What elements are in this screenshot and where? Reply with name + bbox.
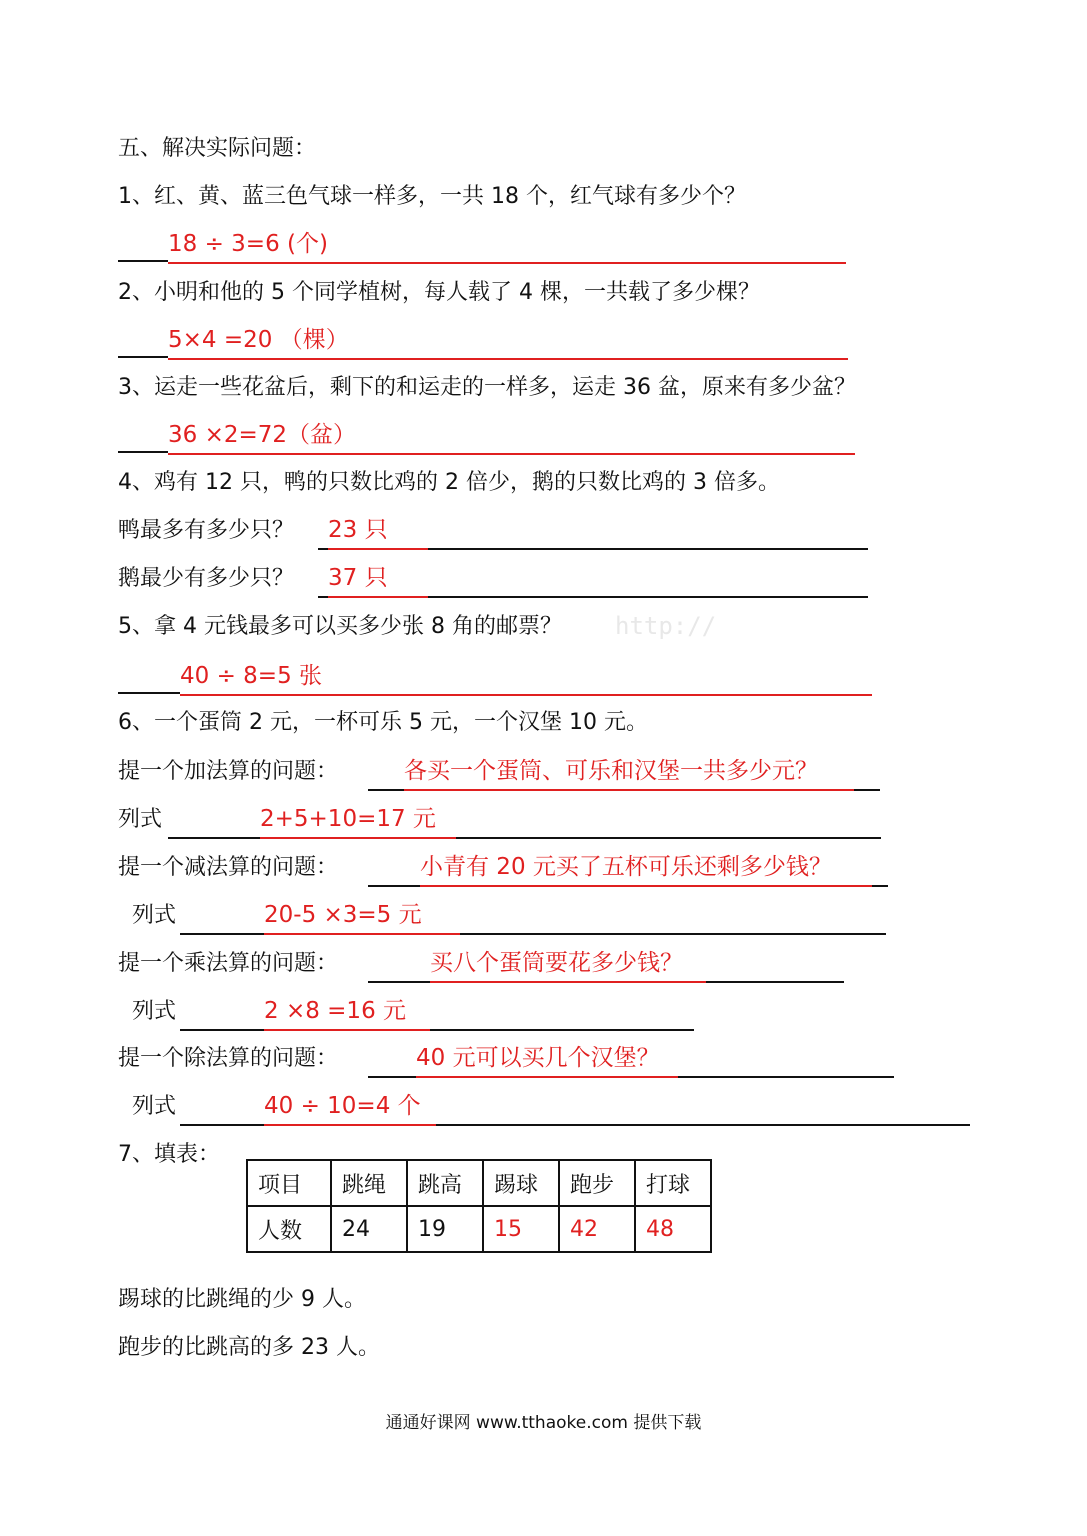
table-header-cell: 打球 bbox=[635, 1160, 711, 1206]
div-formula-line bbox=[180, 1090, 970, 1126]
blank-prefix bbox=[118, 356, 168, 358]
answer-2: 5×4 =20 （棵） bbox=[168, 324, 848, 360]
section-title: 五、解决实际问题： bbox=[118, 136, 317, 161]
mul-formula-line bbox=[180, 995, 694, 1031]
duck-answer-line bbox=[318, 514, 868, 550]
table-row bbox=[247, 1160, 711, 1206]
duck-answer: 23 只 bbox=[328, 514, 428, 550]
table-header-cell: 项目 bbox=[247, 1160, 331, 1206]
add-formula-line bbox=[168, 803, 881, 839]
answer-5: 40 ÷ 8=5 张 bbox=[180, 660, 872, 696]
goose-answer: 37 只 bbox=[328, 562, 428, 598]
add-formula: 2+5+10=17 元 bbox=[260, 803, 456, 839]
blank-prefix bbox=[118, 260, 168, 262]
table-note-1: 踢球的比跳绳的少 9 人。 bbox=[118, 1287, 366, 1312]
mul-formula-label: 列式 bbox=[132, 999, 177, 1024]
table-cell: 人数 bbox=[247, 1206, 331, 1252]
table-header-cell: 跳高 bbox=[407, 1160, 483, 1206]
mul-question-label: 提一个乘法算的问题： bbox=[118, 951, 339, 976]
add-question-line bbox=[368, 755, 880, 791]
goose-answer-line bbox=[318, 562, 868, 598]
footer-credit: 通通好课网 www.tthaoke.com 提供下载 bbox=[385, 1413, 702, 1433]
sub-formula-line bbox=[180, 899, 886, 935]
question-3: 3、运走一些花盆后，剩下的和运走的一样多，运走 36 盆，原来有多少盆？ bbox=[118, 375, 856, 400]
question-5: 5、拿 4 元钱最多可以买多少张 8 角的邮票？ bbox=[118, 614, 562, 639]
question-4: 4、鸡有 12 只，鸭的只数比鸡的 2 倍少，鹅的只数比鸡的 3 倍多。 bbox=[118, 470, 780, 495]
div-formula: 40 ÷ 10=4 个 bbox=[264, 1090, 436, 1126]
table-answer-cell: 15 bbox=[483, 1206, 559, 1252]
question-2: 2、小明和他的 5 个同学植树，每人载了 4 棵，一共载了多少棵？ bbox=[118, 280, 760, 305]
table-header-cell: 踢球 bbox=[483, 1160, 559, 1206]
table-header-cell: 跳绳 bbox=[331, 1160, 407, 1206]
div-question-label: 提一个除法算的问题： bbox=[118, 1046, 339, 1071]
fill-table bbox=[246, 1159, 712, 1253]
table-cell: 24 bbox=[331, 1206, 407, 1252]
question-6: 6、一个蛋筒 2 元，一杯可乐 5 元，一个汉堡 10 元。 bbox=[118, 710, 648, 735]
answer-line-2 bbox=[118, 324, 848, 358]
table-row bbox=[247, 1206, 711, 1252]
sub-formula-label: 列式 bbox=[132, 903, 177, 928]
add-question-label: 提一个加法算的问题： bbox=[118, 759, 339, 784]
div-question: 40 元可以买几个汉堡？ bbox=[416, 1042, 678, 1078]
sub-question-label: 提一个减法算的问题： bbox=[118, 855, 339, 880]
sub-question: 小青有 20 元买了五杯可乐还剩多少钱？ bbox=[420, 851, 872, 887]
answer-line-3 bbox=[118, 419, 855, 453]
div-formula-label: 列式 bbox=[132, 1094, 177, 1119]
answer-1: 18 ÷ 3=6 (个) bbox=[168, 228, 846, 264]
add-question: 各买一个蛋筒、可乐和汉堡一共多少元？ bbox=[404, 755, 854, 791]
add-formula-label: 列式 bbox=[118, 807, 163, 832]
duck-label: 鸭最多有多少只？ bbox=[118, 518, 295, 543]
div-question-line bbox=[368, 1042, 894, 1078]
mul-question-line bbox=[368, 947, 844, 983]
table-cell: 19 bbox=[407, 1206, 483, 1252]
answer-line-5 bbox=[118, 660, 872, 694]
question-1: 1、红、黄、蓝三色气球一样多，一共 18 个，红气球有多少个？ bbox=[118, 184, 746, 209]
blank-prefix bbox=[118, 451, 168, 453]
mul-question: 买八个蛋筒要花多少钱？ bbox=[430, 947, 706, 983]
goose-label: 鹅最少有多少只？ bbox=[118, 566, 295, 591]
table-note-2: 跑步的比跳高的多 23 人。 bbox=[118, 1335, 380, 1360]
table-header-cell: 跑步 bbox=[559, 1160, 635, 1206]
answer-3: 36 ×2=72（盆） bbox=[168, 419, 855, 455]
table-answer-cell: 42 bbox=[559, 1206, 635, 1252]
answer-line-1 bbox=[118, 228, 846, 262]
sub-question-line bbox=[368, 851, 888, 887]
blank-prefix bbox=[118, 692, 180, 694]
table-answer-cell: 48 bbox=[635, 1206, 711, 1252]
watermark-text: http:// bbox=[615, 612, 717, 640]
question-7: 7、填表： bbox=[118, 1142, 220, 1167]
mul-formula: 2 ×8 =16 元 bbox=[264, 995, 430, 1031]
sub-formula: 20-5 ×3=5 元 bbox=[264, 899, 460, 935]
